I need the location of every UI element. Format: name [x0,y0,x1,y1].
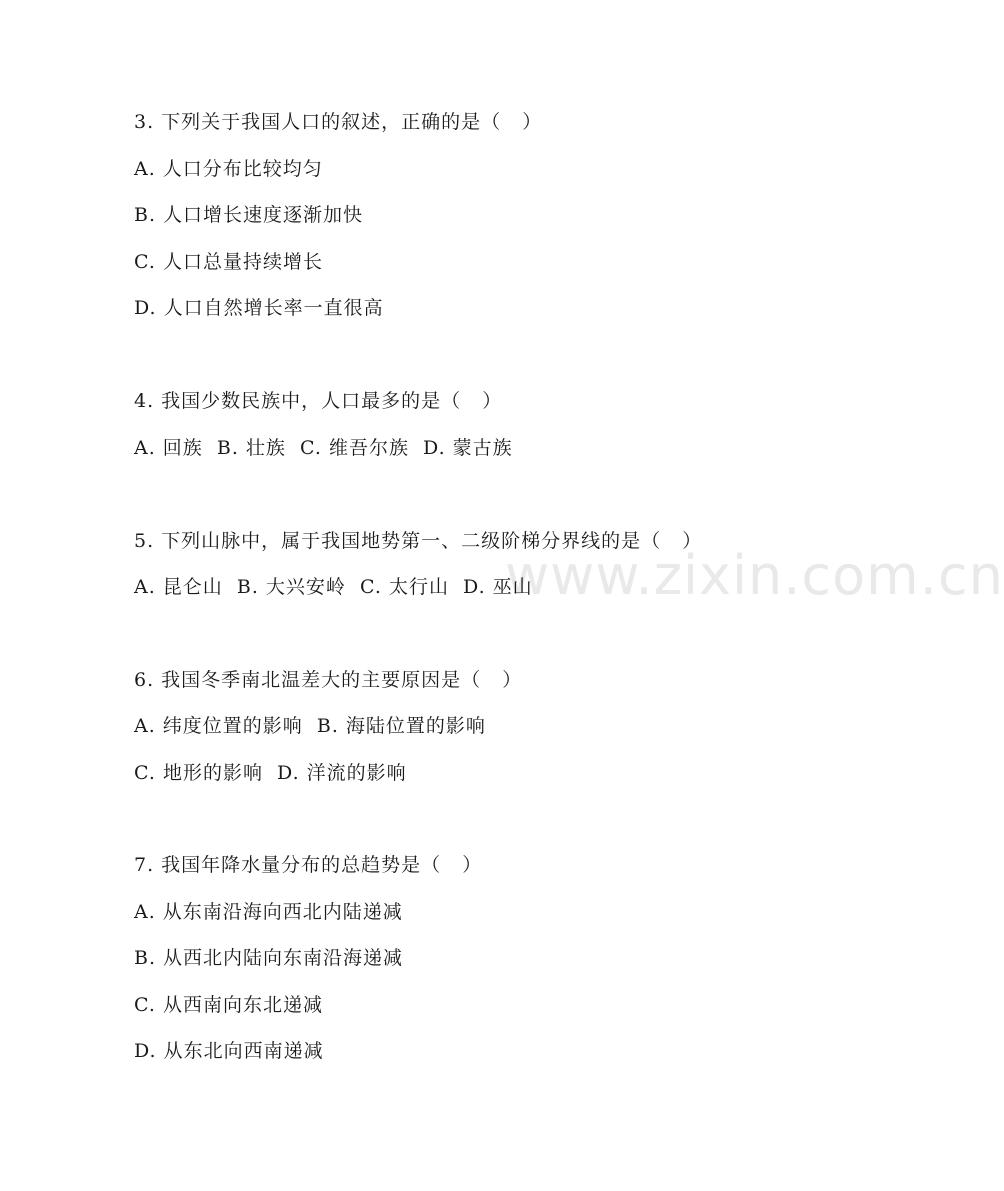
question-3-option-d: D. 人口自然增长率一直很高 [134,297,384,319]
watermark: www.zixin.com.cn [505,544,1004,607]
question-7-option-c: C. 从西南向东北递减 [134,994,323,1016]
question-7-option-d: D. 从东北向西南递减 [134,1040,324,1062]
question-6-options-cd: C. 地形的影响 D. 洋流的影响 [134,762,407,784]
question-7-stem: 7. 我国年降水量分布的总趋势是（ ） [134,854,483,876]
question-3-option-b: B. 人口增长速度逐渐加快 [134,204,364,226]
question-4-stem: 4. 我国少数民族中，人口最多的是（ ） [134,390,503,412]
question-7-option-a: A. 从东南沿海向西北内陆递减 [134,901,403,923]
question-3-stem: 3. 下列关于我国人口的叙述，正确的是（ ） [134,111,543,133]
question-6-stem: 6. 我国冬季南北温差大的主要原因是（ ） [134,669,523,691]
question-3-option-c: C. 人口总量持续增长 [134,251,323,273]
question-3-option-a: A. 人口分布比较均匀 [134,158,323,180]
question-7-option-b: B. 从西北内陆向东南沿海递减 [134,947,404,969]
question-5-options: A. 昆仑山 B. 大兴安岭 C. 太行山 D. 巫山 [134,576,533,598]
question-6-options-ab: A. 纬度位置的影响 B. 海陆位置的影响 [134,715,486,737]
question-4-options: A. 回族 B. 壮族 C. 维吾尔族 D. 蒙古族 [134,437,513,459]
question-5-stem: 5. 下列山脉中，属于我国地势第一、二级阶梯分界线的是（ ） [134,530,703,552]
